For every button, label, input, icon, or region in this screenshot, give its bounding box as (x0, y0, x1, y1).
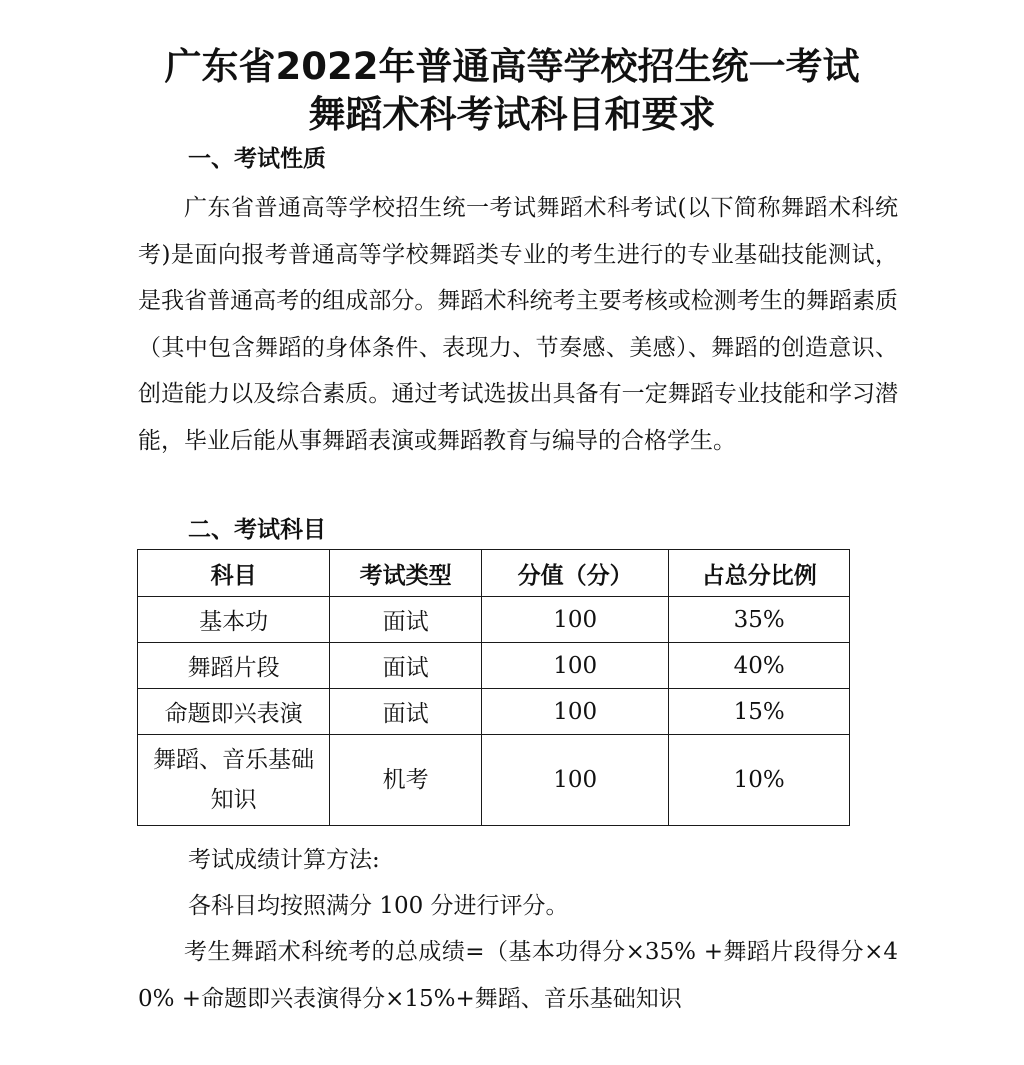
table-cell: 10% (669, 735, 850, 826)
table-header-cell: 科目 (138, 550, 330, 597)
table-header-cell: 分值（分） (481, 550, 668, 597)
exam-subjects-table (137, 549, 850, 826)
score-method-rule: 各科目均按照满分 100 分进行评分。 (188, 893, 569, 919)
table-cell: 命题即兴表演 (138, 689, 330, 735)
table-cell: 100 (481, 689, 668, 735)
table-row (138, 735, 850, 826)
section-2-heading: 二、考试科目 (188, 517, 326, 543)
section-1-heading: 一、考试性质 (188, 146, 326, 172)
table-cell: 机考 (330, 735, 482, 826)
table-cell: 100 (481, 643, 668, 689)
table-cell: 40% (669, 643, 850, 689)
table-row (138, 597, 850, 643)
document-title-line-2: 舞蹈术科考试科目和要求 (308, 93, 716, 136)
table-cell: 15% (669, 689, 850, 735)
table-row (138, 643, 850, 689)
table-row (138, 689, 850, 735)
table-cell: 100 (481, 597, 668, 643)
table-cell: 面试 (330, 597, 482, 643)
table-cell: 舞蹈片段 (138, 643, 330, 689)
table-cell: 舞蹈、音乐基础知识 (138, 735, 330, 826)
total-score-formula: 考生舞蹈术科统考的总成绩=（基本功得分×35% +舞蹈片段得分×40% +命题即兴表演得分×15%+舞蹈、音乐基础知识 (138, 939, 898, 1012)
table-cell: 基本功 (138, 597, 330, 643)
section-1-paragraph: 广东省普通高等学校招生统一考试舞蹈术科考试(以下简称舞蹈术科统考)是面向报考普通高等学校舞蹈类专业的考生进行的专业基础技能测试，是我省普通高考的组成部分。舞蹈术科统考主要考核或检测考生的舞蹈素质（其中包含舞蹈的身体条件、表现力、节奏感、美感）、舞蹈的创造意识、创造能力以及综合素质。通过考试选拔出具备有一定舞蹈专业技能和学习潜能，毕业后能从事舞蹈表演或舞蹈教育与编导的合格学生。 (138, 195, 898, 454)
table-cell: 面试 (330, 643, 482, 689)
table-header-cell: 考试类型 (330, 550, 482, 597)
table-cell: 35% (669, 597, 850, 643)
score-method-label: 考试成绩计算方法: (188, 847, 380, 873)
document-title-line-1: 广东省2022年普通高等学校招生统一考试 (164, 45, 860, 88)
table-header-cell: 占总分比例 (669, 550, 850, 597)
table-header-row (138, 550, 850, 597)
table-cell: 面试 (330, 689, 482, 735)
table-cell: 100 (481, 735, 668, 826)
